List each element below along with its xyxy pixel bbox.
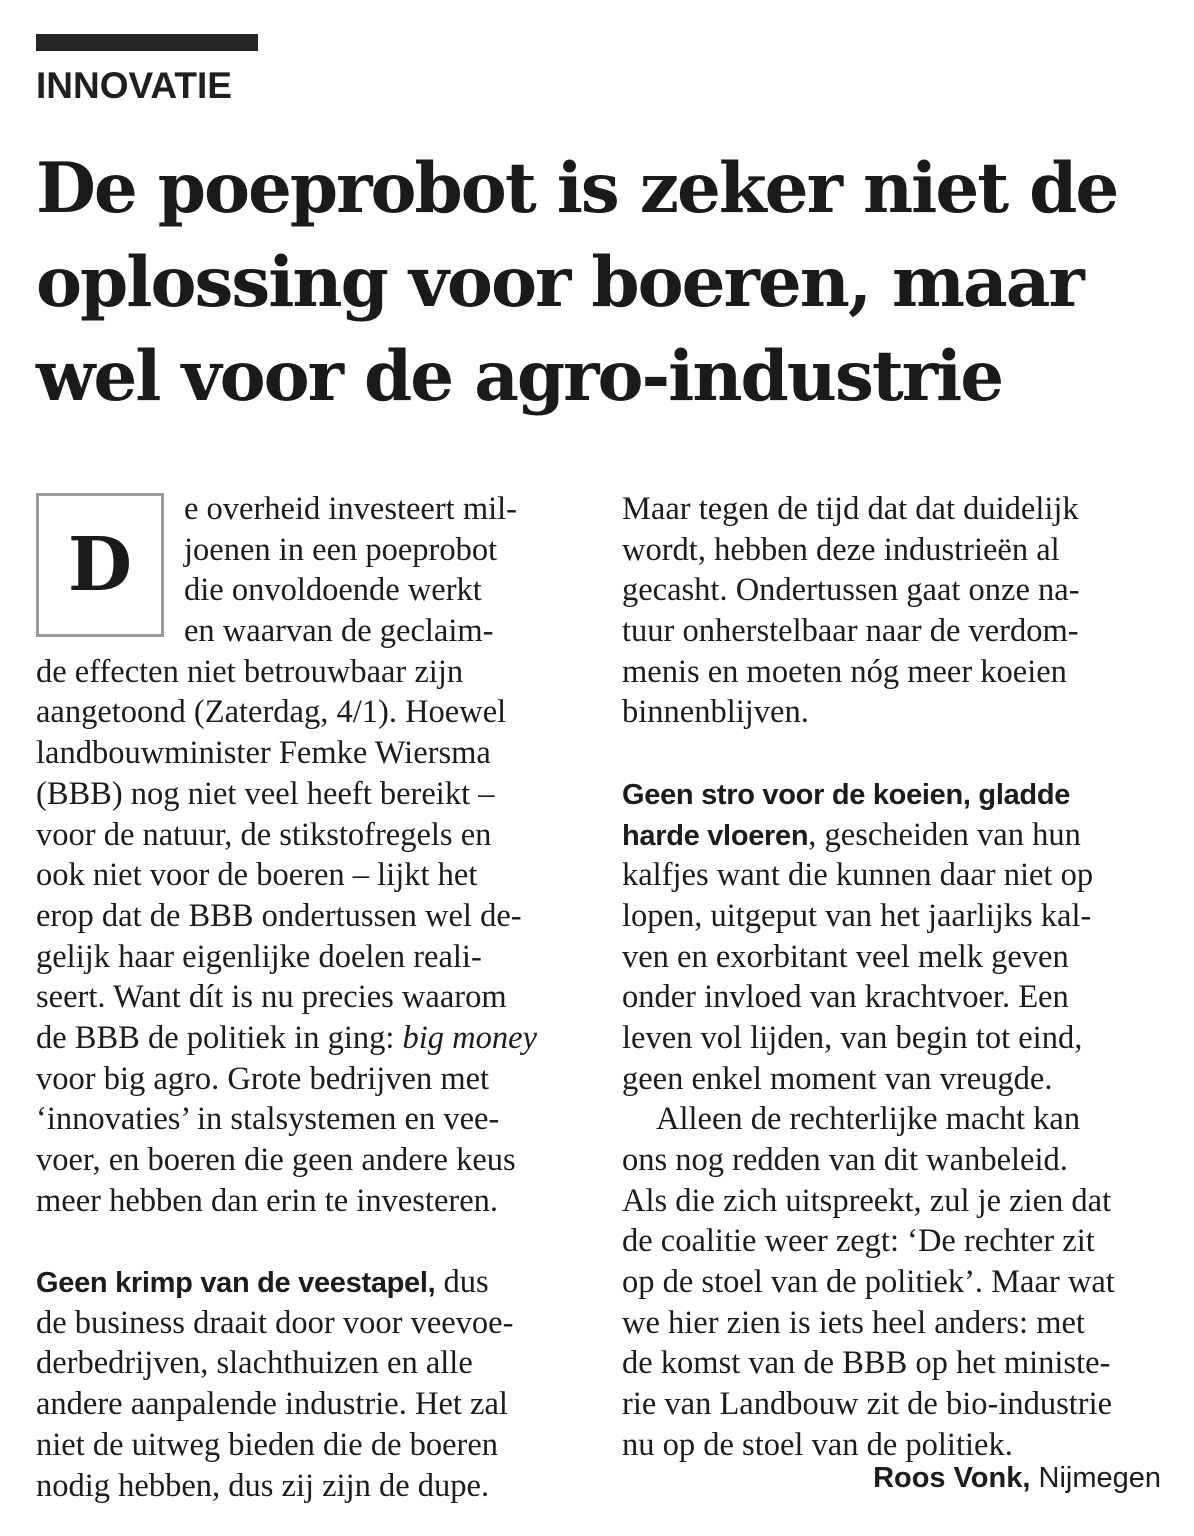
section-rule	[36, 34, 258, 51]
body-line: die onvoldoende werkt	[184, 572, 482, 609]
drop-cap: D	[36, 493, 164, 637]
body-line: ven en exorbitant veel melk geven	[622, 938, 1069, 975]
paragraph-lead: Geen krimp van de veestapel,	[36, 1267, 436, 1300]
article-column-right	[622, 489, 1182, 1466]
body-line: de komst van de BBB op het ministe-	[622, 1345, 1111, 1382]
body-line: Maar tegen de tijd dat dat duidelijk	[622, 491, 1079, 527]
body-line-with-lead	[622, 815, 1182, 856]
headline-line: wel voor de agro-industrie	[36, 336, 1003, 417]
body-line: menis en moeten nóg meer koeien	[622, 653, 1067, 690]
body-line: erop dat de BBB ondertussen wel de-	[36, 897, 522, 934]
body-line: gelijk haar eigenlijke doelen reali-	[36, 938, 482, 975]
paragraph-lead: Geen stro voor de koeien, gladde	[622, 778, 1071, 811]
body-text: de BBB de politiek in ging:	[36, 1019, 403, 1056]
body-line: e overheid investeert mil-	[184, 491, 517, 527]
author-signature	[873, 1458, 1161, 1498]
body-line: seert. Want dít is nu precies waarom	[36, 979, 507, 1016]
body-text: dus	[435, 1264, 489, 1301]
body-line: ook niet voor de boeren – lijkt het	[36, 857, 478, 894]
article-column-left	[36, 489, 596, 1506]
italic-phrase: big money	[402, 1019, 537, 1056]
body-line: onder invloed van krachtvoer. Een	[622, 979, 1069, 1016]
body-line: derbedrijven, slachthuizen en alle	[36, 1345, 473, 1382]
body-line: ons nog redden van dit wanbeleid.	[622, 1142, 1068, 1178]
body-line: joenen in een poeprobot	[184, 531, 498, 568]
headline-line: oplossing voor boeren, maar	[36, 242, 1083, 323]
body-line: voor big agro. Grote bedrijven met	[36, 1060, 490, 1097]
body-line: de effecten niet betrouwbaar zijn	[36, 653, 464, 690]
body-text: , gescheiden van hun	[808, 816, 1081, 853]
body-line: nodig hebben, dus zij zijn de dupe.	[36, 1467, 490, 1504]
body-line: Alleen de rechterlijke macht kan	[656, 1101, 1081, 1138]
body-line-lead	[622, 774, 1182, 815]
body-line: nu op de stoel van de politiek.	[622, 1426, 1013, 1463]
body-line: tuur onherstelbaar naar de verdom-	[622, 613, 1079, 650]
body-line: ‘innovaties’ in stalsystemen en vee-	[36, 1101, 500, 1138]
body-line: geen enkel moment van vreugde.	[622, 1060, 1053, 1097]
body-line-with-lead	[36, 1262, 596, 1303]
body-line: op de stoel van de politiek’. Maar wat	[622, 1264, 1115, 1301]
body-line: en waarvan de geclaim-	[184, 613, 494, 650]
body-line: voor de natuur, de stikstofregels en	[36, 816, 492, 853]
headline	[36, 142, 1166, 424]
body-line: niet de uitweg bieden die de boeren	[36, 1426, 499, 1463]
body-line: gecasht. Ondertussen gaat onze na-	[622, 572, 1080, 609]
body-line: we hier zien is iets heel anders: met	[622, 1304, 1085, 1341]
body-line: de business draait door voor veevoe-	[36, 1304, 514, 1341]
body-line: binnenblijven.	[622, 694, 809, 731]
body-line: meer hebben dan erin te investeren.	[36, 1182, 499, 1219]
body-line: rie van Landbouw zit de bio-industrie	[622, 1386, 1113, 1423]
body-line: lopen, uitgeput van het jaarlijks kal-	[622, 897, 1092, 934]
author-name: Roos Vonk,	[873, 1462, 1031, 1494]
body-line-italic-mix	[36, 1018, 596, 1059]
body-line: aangetoond (Zaterdag, 4/1). Hoewel	[36, 694, 507, 731]
body-line: leven vol lijden, van begin tot eind,	[622, 1019, 1083, 1056]
body-line: (BBB) nog niet veel heeft bereikt –	[36, 775, 495, 812]
body-line: landbouwminister Femke Wiersma	[36, 735, 491, 772]
headline-line: De poeprobot is zeker niet de	[36, 148, 1118, 229]
body-line: wordt, hebben deze industrieën al	[622, 531, 1060, 568]
body-line: kalfjes want die kunnen daar niet op	[622, 857, 1094, 894]
author-place: Nijmegen	[1030, 1462, 1161, 1494]
body-line: Als die zich uitspreekt, zul je zien dat	[622, 1182, 1112, 1219]
body-line: de coalitie weer zegt: ‘De rechter zit	[622, 1223, 1095, 1260]
section-kicker: INNOVATIE	[36, 65, 232, 106]
paragraph-gap	[622, 733, 1182, 774]
paragraph-lead: harde vloeren	[622, 819, 809, 852]
paragraph-gap	[36, 1221, 596, 1262]
body-line: voer, en boeren die geen andere keus	[36, 1142, 516, 1178]
body-line: andere aanpalende industrie. Het zal	[36, 1386, 508, 1423]
